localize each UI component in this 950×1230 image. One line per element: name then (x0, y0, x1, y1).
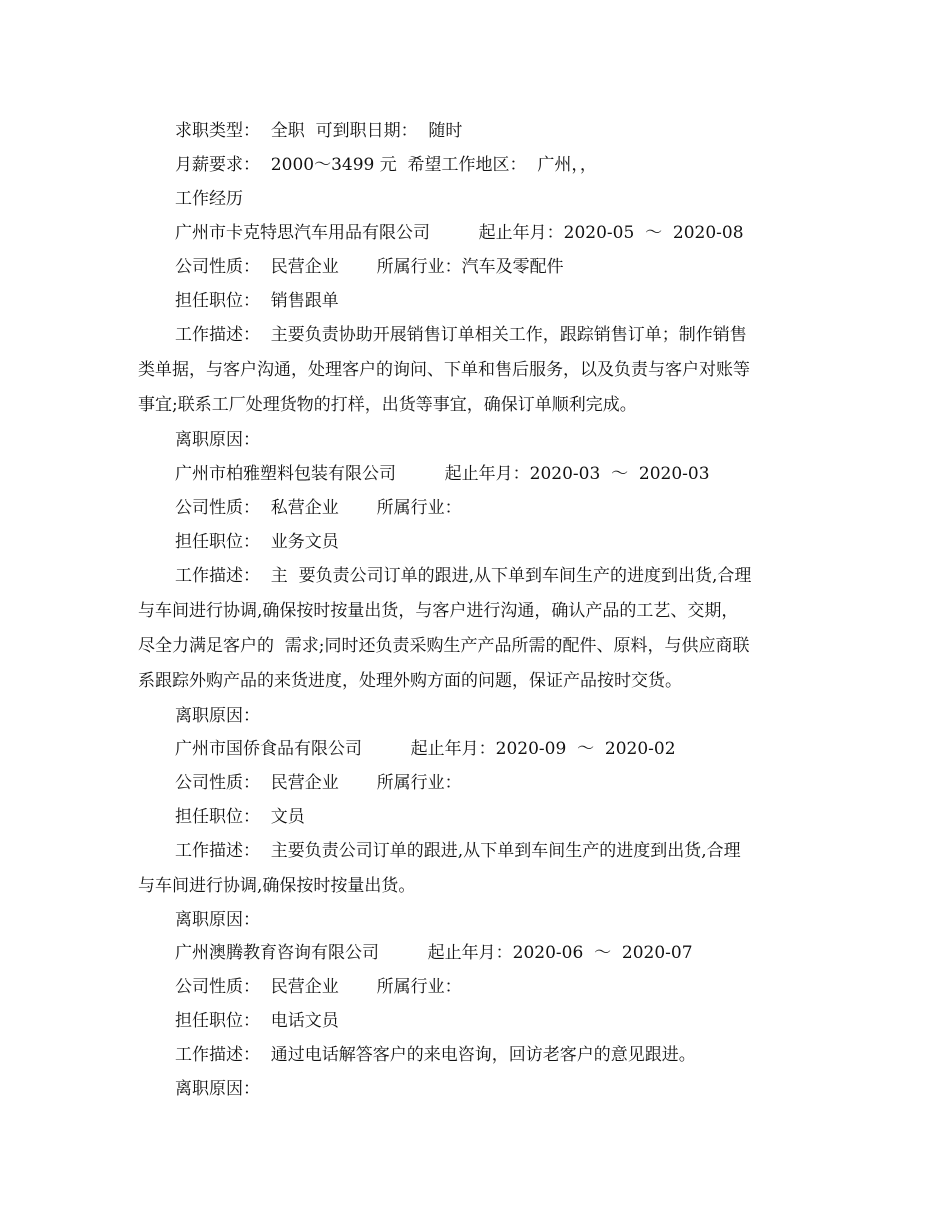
job-nature-line: 公司性质： 私营企业 所属行业： (175, 498, 462, 518)
job-position-line: 担任职位： 电话文员 (175, 1011, 339, 1031)
job-description-line: 工作描述： 通过电话解答客户的来电咨询，回访老客户的意见跟进。 (175, 1045, 696, 1065)
job-description-line: 事宜;联系工厂处理货物的打样，出货等事宜，确保订单顺利完成。 (138, 395, 637, 415)
job-nature-line: 公司性质： 民营企业 所属行业： (175, 977, 462, 997)
job-leave-reason-line: 离职原因： (175, 910, 260, 930)
job-description-line: 与车间进行协调,确保按时按量出货。 (138, 876, 416, 896)
job-company-line: 广州澳腾教育咨询有限公司 起止年月：2020-06 ～ 2020-07 (175, 943, 693, 963)
job-description-line: 系跟踪外购产品的来货进度，处理外购方面的问题，保证产品按时交货。 (138, 671, 682, 691)
salary-line: 月薪要求： 2000～3499 元 希望工作地区： 广州，， (175, 155, 597, 175)
job-nature-line: 公司性质： 民营企业 所属行业：汽车及零配件 (175, 257, 564, 277)
job-description-line: 尽全力满足客户的 需求;同时还负责采购生产产品所需的配件、原料，与供应商联 (138, 636, 750, 656)
job-position-line: 担任职位： 销售跟单 (175, 291, 339, 311)
job-description-line: 工作描述： 主要负责公司订单的跟进,从下单到车间生产的进度到出货,合理 (175, 841, 741, 861)
job-nature-line: 公司性质： 民营企业 所属行业： (175, 773, 462, 793)
job-leave-reason-line: 离职原因： (175, 430, 260, 450)
job-description-line: 工作描述： 主要负责协助开展销售订单相关工作，跟踪销售订单；制作销售 (175, 325, 747, 345)
job-description-line: 类单据，与客户沟通，处理客户的询问、下单和售后服务，以及负责与客户对账等 (138, 360, 750, 380)
section-title: 工作经历 (175, 189, 243, 209)
job-company-line: 广州市柏雅塑料包装有限公司 起止年月：2020-03 ～ 2020-03 (175, 464, 710, 484)
job-description-line: 工作描述： 主 要负责公司订单的跟进,从下单到车间生产的进度到出货,合理 (175, 566, 752, 586)
job-leave-reason-line: 离职原因： (175, 706, 260, 726)
job-position-line: 担任职位： 文员 (175, 807, 305, 827)
job-leave-reason-line: 离职原因： (175, 1079, 260, 1099)
job-company-line: 广州市卡克特思汽车用品有限公司 起止年月：2020-05 ～ 2020-08 (175, 223, 744, 243)
job-type-line: 求职类型： 全职 可到职日期： 随时 (175, 121, 463, 141)
job-description-line: 与车间进行协调,确保按时按量出货，与客户进行沟通，确认产品的工艺、交期， (138, 601, 739, 621)
job-company-line: 广州市国侨食品有限公司 起止年月：2020-09 ～ 2020-02 (175, 739, 676, 759)
job-position-line: 担任职位： 业务文员 (175, 532, 339, 552)
